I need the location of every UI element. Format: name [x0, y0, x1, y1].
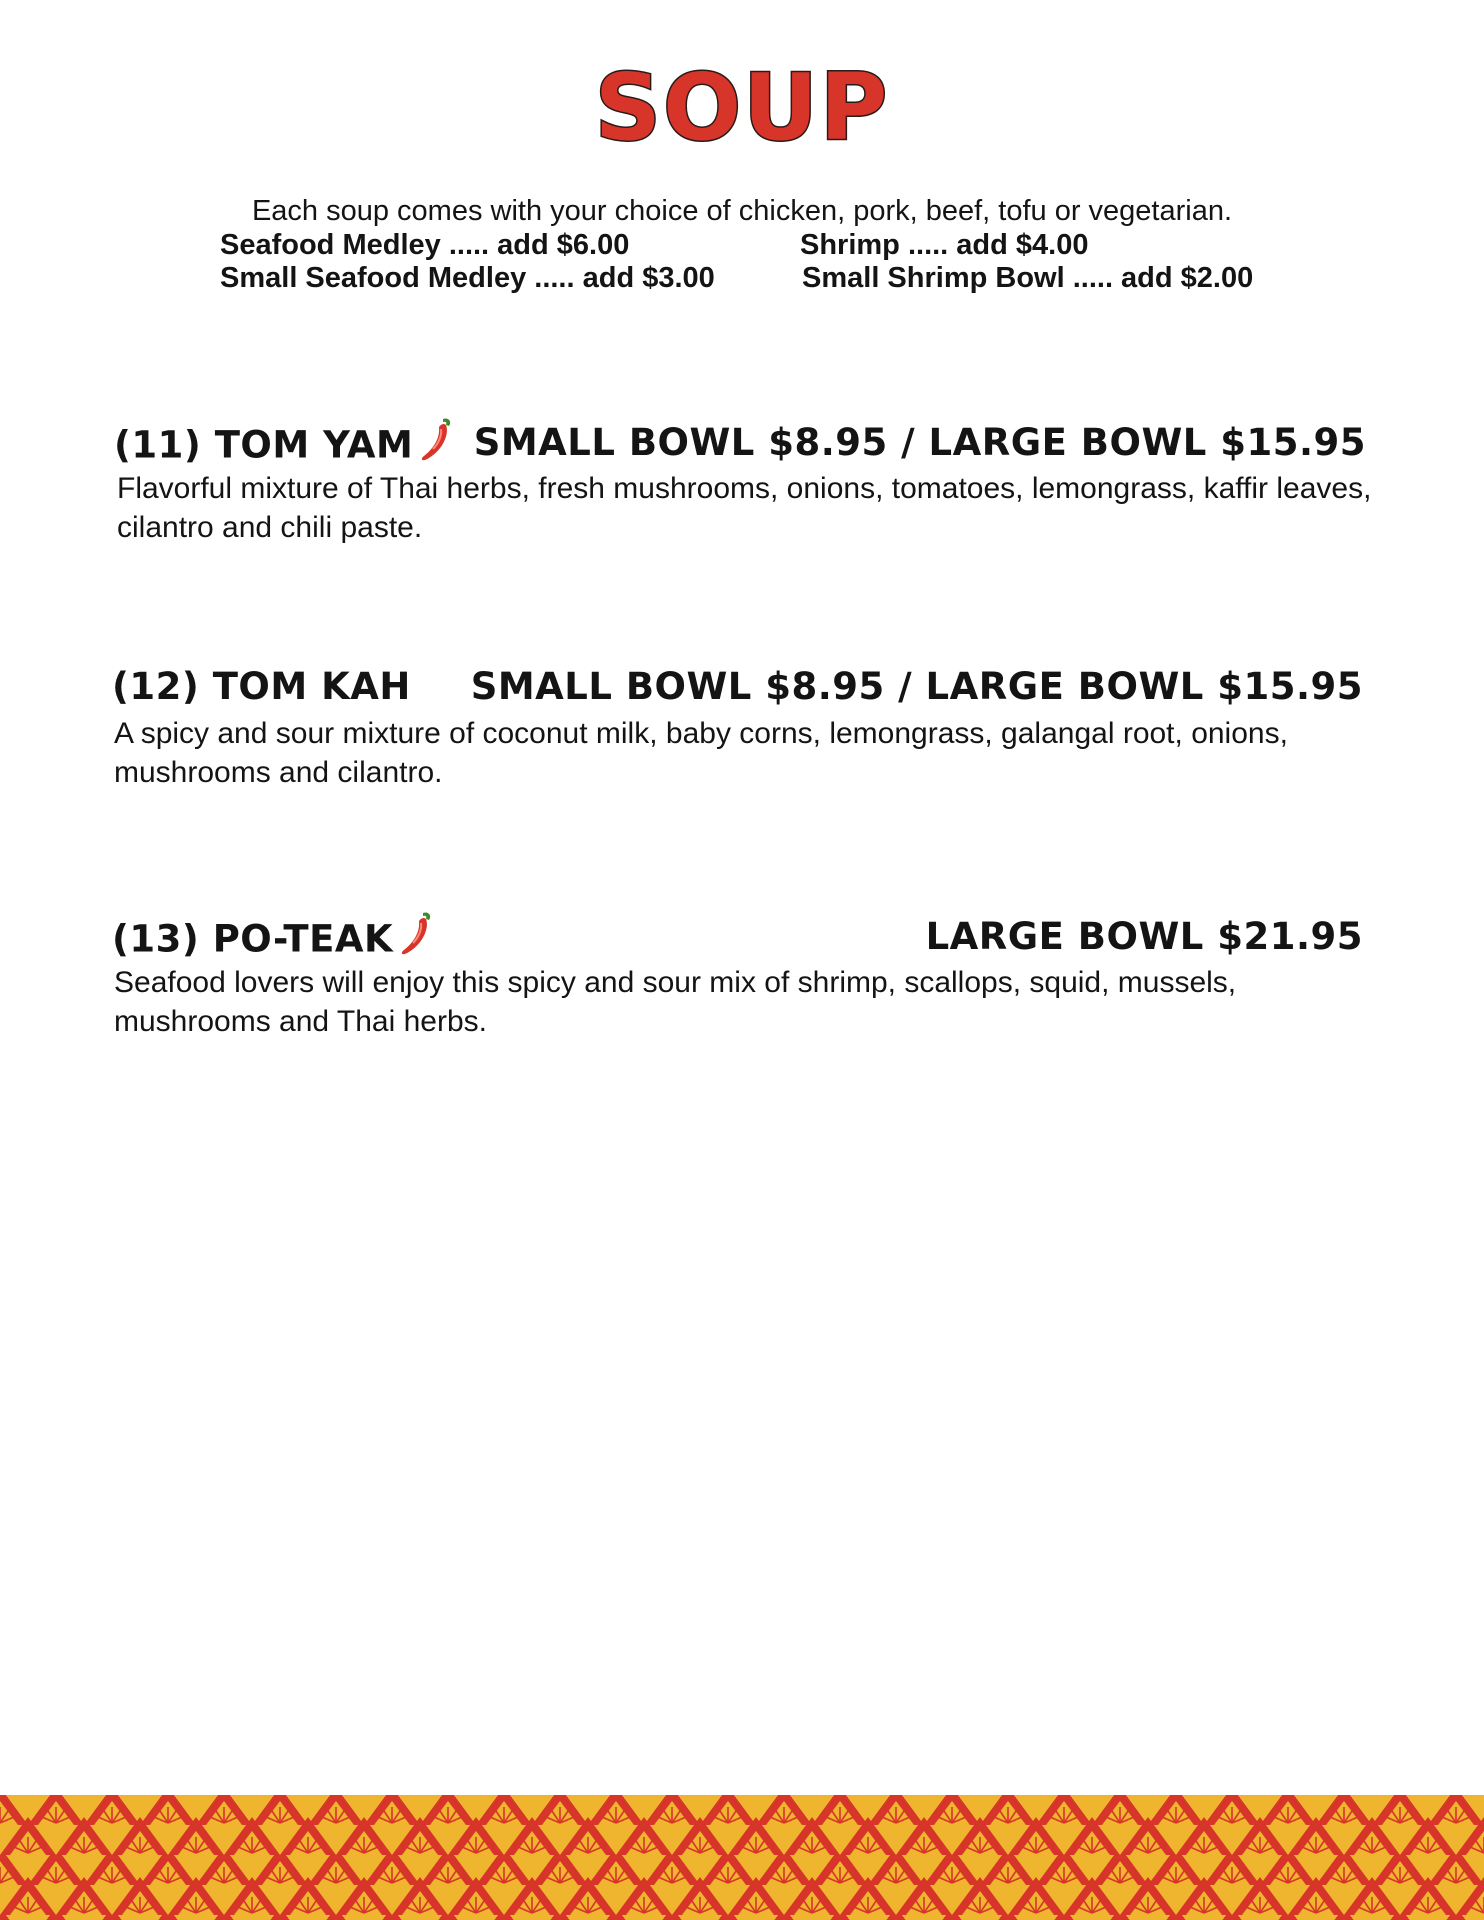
page-title: SOUP	[594, 54, 890, 161]
menu-item-description: Flavorful mixture of Thai herbs, fresh mushrooms, onions, tomatoes, lemongrass, kaffir leaves, cilantro and chili paste.	[117, 472, 1372, 544]
menu-item-price: SMALL BOWL $8.95 / LARGE BOWL $15.95	[473, 421, 1366, 464]
addon-small-seafood-medley: Small Seafood Medley ..... add $3.00	[220, 262, 715, 294]
menu-item-name	[112, 915, 435, 967]
chili-pepper-icon	[399, 907, 435, 967]
menu-item-price: SMALL BOWL $8.95 / LARGE BOWL $15.95	[470, 665, 1363, 708]
menu-item-name-text: (11) TOM YAM	[114, 423, 414, 467]
menu-item-name-text: (13) PO-TEAK	[112, 917, 394, 961]
menu-item-name	[114, 421, 455, 473]
addon-seafood-medley: Seafood Medley ..... add $6.00	[220, 229, 630, 261]
addon-shrimp: Shrimp ..... add $4.00	[800, 229, 1089, 261]
menu-item-name	[112, 665, 411, 709]
chili-pepper-icon	[419, 413, 455, 473]
menu-item-price: LARGE BOWL $21.95	[925, 915, 1363, 958]
intro-text: Each soup comes with your choice of chicken, pork, beef, tofu or vegetarian.	[251, 195, 1233, 227]
menu-item-description: A spicy and sour mixture of coconut milk, baby corns, lemongrass, galangal root, onions, mushrooms and cilantro.	[114, 717, 1288, 789]
addon-small-shrimp-bowl: Small Shrimp Bowl ..... add $2.00	[802, 262, 1254, 294]
decorative-border-pattern	[0, 1795, 1484, 1920]
menu-item-name-text: (12) TOM KAH	[112, 665, 411, 708]
menu-item-description: Seafood lovers will enjoy this spicy and sour mix of shrimp, scallops, squid, mussels, mushrooms and Thai herbs.	[114, 966, 1237, 1038]
